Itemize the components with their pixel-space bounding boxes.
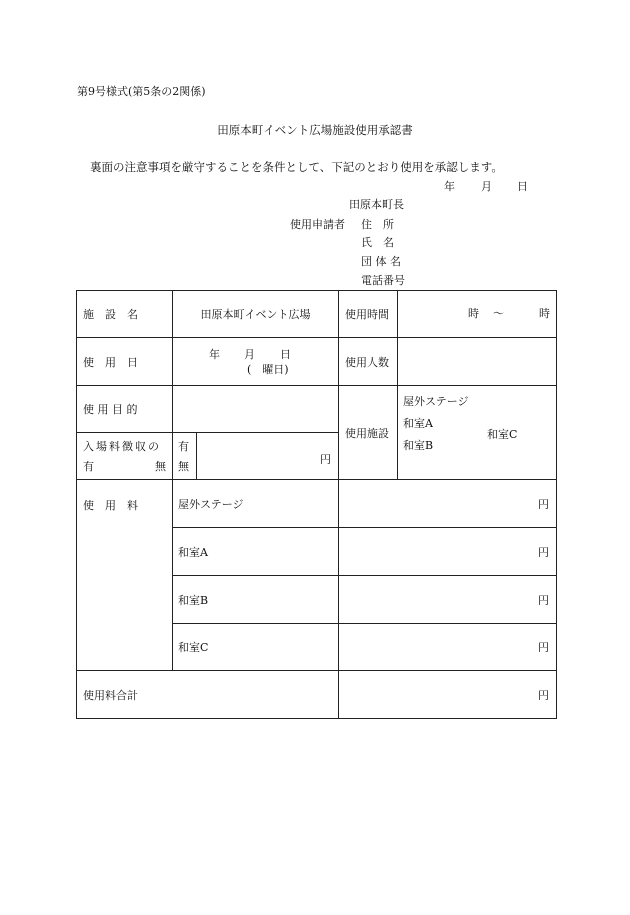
admission-label-no: 無	[155, 460, 166, 473]
row-facility	[77, 291, 557, 338]
fee-row-amount[interactable]: 円	[339, 576, 557, 624]
fee-label-cell	[77, 480, 173, 671]
facility-option-room-b: 和室B	[403, 438, 434, 452]
address-label: 住 所	[361, 218, 394, 231]
date-day: 日	[517, 180, 528, 193]
fee-row-amount[interactable]: 円	[339, 480, 557, 528]
row-fee-total	[77, 671, 557, 719]
date-year: 年	[444, 180, 455, 193]
fee-total-amount[interactable]: 円	[339, 671, 557, 719]
date-month: 月	[481, 180, 492, 193]
fee-row-name: 和室C	[173, 624, 339, 671]
time-from-unit: 時	[468, 307, 479, 320]
group-label: 団 体 名	[361, 255, 401, 268]
row-purpose	[77, 386, 557, 433]
approval-form-table	[76, 290, 557, 719]
name-label: 氏 名	[361, 236, 394, 249]
fee-row-name: 和室A	[173, 528, 339, 576]
date-label-cell	[77, 338, 173, 386]
facility-label-cell	[77, 291, 173, 338]
time-separator: 〜	[493, 307, 504, 320]
phone-label: 電話番号	[361, 274, 405, 287]
facilities-label: 使用施設	[339, 386, 398, 480]
row-fee-stage	[77, 480, 557, 528]
facility-label: 施 設 名	[83, 308, 138, 321]
purpose-cell[interactable]	[173, 386, 339, 433]
admission-label-line1: 入場料徴収の	[83, 440, 161, 453]
usage-date-month: 月	[244, 347, 255, 361]
fee-row-name: 和室B	[173, 576, 339, 624]
fee-total-label: 使用料合計	[77, 671, 339, 719]
fee-label: 使 用 料	[83, 499, 138, 512]
admission-choice-cell[interactable]	[173, 433, 197, 480]
admission-yes: 有	[178, 440, 189, 453]
admission-label-cell	[77, 433, 173, 480]
document-title: 田原本町イベント広場施設使用承認書	[217, 123, 413, 137]
admission-fee-cell[interactable]	[197, 433, 339, 480]
fee-row-amount[interactable]: 円	[339, 528, 557, 576]
facilities-cell[interactable]	[398, 386, 557, 480]
row-date	[77, 338, 557, 386]
time-to-unit: 時	[539, 307, 550, 320]
approval-statement: 裏面の注意事項を厳守することを条件として、下記のとおり使用を承認します。	[90, 160, 503, 174]
usage-date-label: 使 用 日	[83, 355, 138, 369]
facility-option-stage: 屋外ステージ	[403, 394, 469, 408]
admission-yen: 円	[320, 453, 331, 466]
purpose-label: 使 用 目 的	[83, 403, 138, 416]
usage-date-year: 年	[209, 347, 220, 361]
people-count-label: 使用人数	[339, 338, 398, 386]
admission-label-line2	[77, 458, 172, 474]
facility-option-room-a: 和室A	[403, 416, 433, 430]
facility-option-room-c: 和室C	[487, 427, 518, 441]
issuer-name: 田原本町長	[349, 198, 404, 211]
facility-value: 田原本町イベント広場	[173, 291, 339, 338]
applicant-label: 使用申請者	[290, 218, 345, 231]
admission-no: 無	[178, 460, 189, 473]
usage-date-day: 日	[280, 347, 291, 361]
usage-date-weekday: ( 曜日)	[247, 362, 289, 376]
admission-label-yes: 有	[83, 460, 94, 473]
form-number: 第9号様式(第5条の2関係)	[77, 85, 206, 98]
fee-row-name: 屋外ステージ	[173, 480, 339, 528]
usage-date-cell[interactable]	[173, 338, 339, 386]
purpose-label-cell	[77, 386, 173, 433]
usage-time-cell[interactable]	[398, 291, 557, 338]
people-count-cell[interactable]	[398, 338, 557, 386]
usage-time-label: 使用時間	[339, 291, 398, 338]
fee-row-amount[interactable]: 円	[339, 624, 557, 671]
